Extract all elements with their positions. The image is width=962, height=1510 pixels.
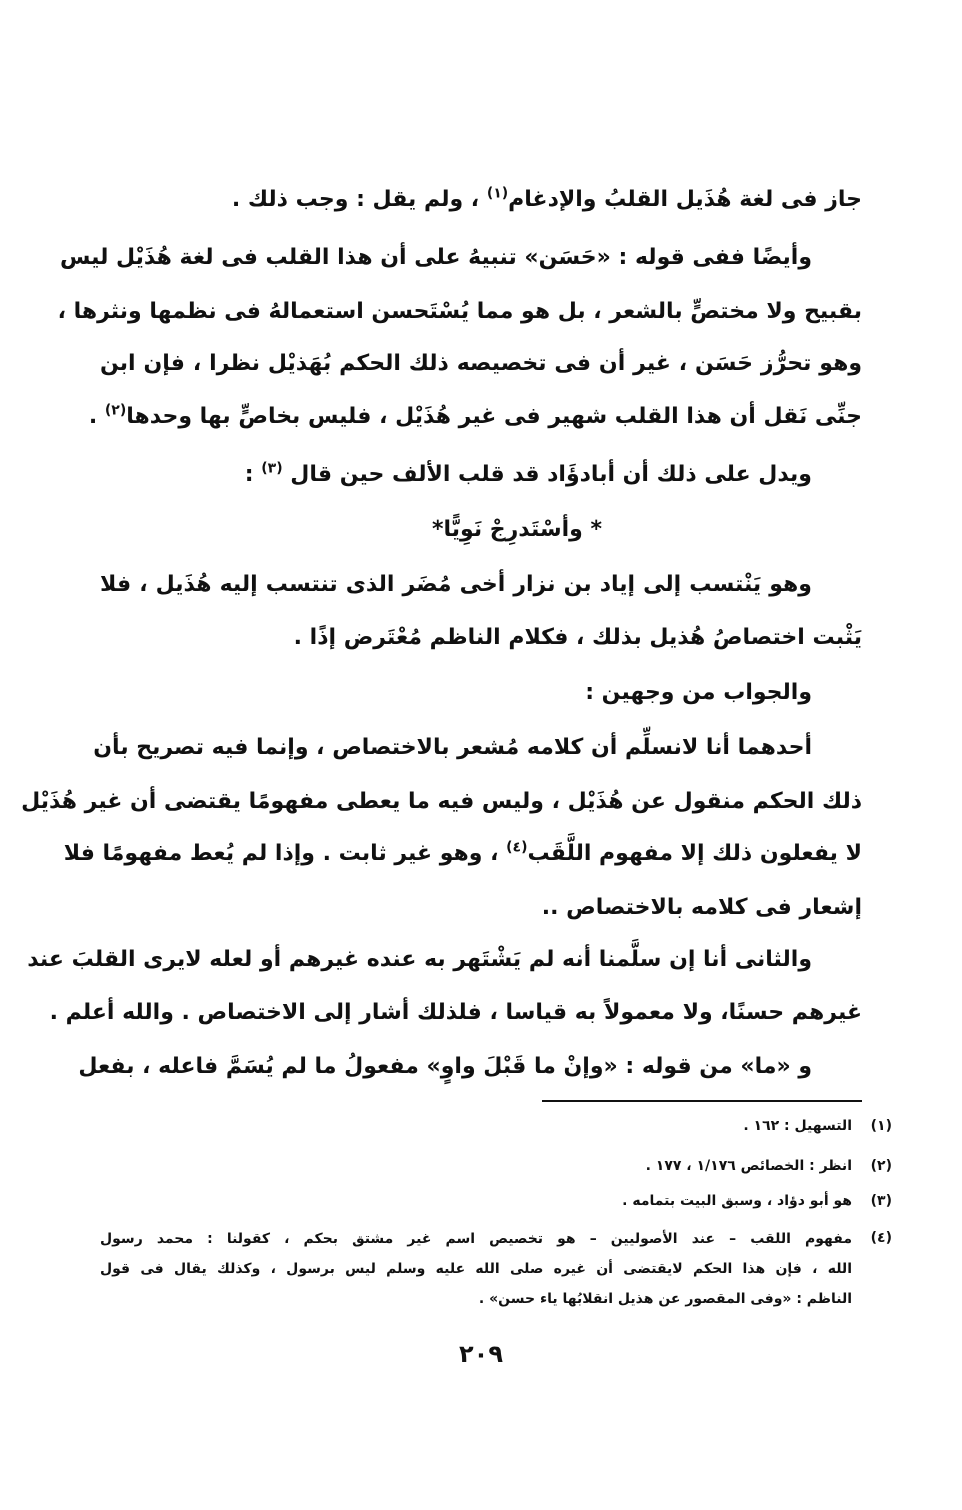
line-tail: : (244, 462, 262, 487)
page-number: ٢٠٩ (459, 1340, 503, 1368)
footnote-text: هو أبو دؤاد ، وسبق البيت بتمامه . (622, 1193, 852, 1209)
footnote-text: انظر : الخصائص ١/١٧٦ ، ١٧٧ . (645, 1158, 852, 1174)
footnote-line: الله ، فإن هذا الحكم لايقتضى أن غيره صلى الله عليه وسلم ليس برسول ، وكذلك يقال فى قول (100, 1261, 852, 1277)
body-line-11: ذلك الحكم منقول عن هُذَيْل ، وليس فيه ما يعطى مفهومًا يقتضى أن غير هُذَيْل (21, 789, 862, 814)
line-text: جاز فى لغة هُذَيل القلبُ والإدغام (508, 187, 862, 212)
body-line-8: يَثْبت اختصاصُ هُذيل بذلك ، فكلام الناظم مُعْتَرض إذًا . (293, 625, 862, 650)
footnote-number: (١) (870, 1118, 892, 1134)
footnote-line: مفهوم اللقب – عند الأصوليين – هو تخصيص اسم غير مشتق بحكم ، كقولنا : محمد رسول (100, 1231, 852, 1247)
footnote-ref-1[interactable]: (١) (486, 185, 509, 202)
line-tail: . (88, 404, 105, 429)
footnote-number: (٤) (870, 1230, 892, 1246)
line-tail: ، وهو غير ثابت . وإذا لم يُعط مفهومًا فلا (63, 841, 507, 866)
footnote-text: التسهيل : ١٦٢ . (743, 1118, 852, 1134)
body-line-5 (88, 397, 862, 437)
footnote-ref-4[interactable]: (٤) (506, 839, 528, 856)
body-line-7: وهو يَنْتسب إلى إياد بن نزار أخى مُضَر الذى تنتسب إليه هُذَيل ، فلا (100, 572, 812, 597)
line-text: ويدل على ذلك أن أبادؤَاد قد قلب الألف حين قال (290, 462, 812, 487)
body-line-1 (100, 180, 862, 220)
body-line-14: والثانى أنا إن سلَّمنا أنه لم يَشْتَهر به عنده غيرهم أو لعله لايرى القلبَ عند (27, 947, 812, 972)
footnote-number: (٢) (870, 1158, 892, 1174)
footnote-ref-3[interactable]: (٣) (261, 460, 283, 477)
line-tail: ، ولم يقل : وجب ذلك . (231, 187, 487, 212)
body-line-10: أحدهما أنا لانسلِّم أن كلامه مُشعر بالاختصاص ، وإنما فيه تصريح بأن (93, 735, 812, 760)
body-line-2: وأيضًا ففى قوله : «حَسَن» تنبيهُ على أن هذا القلب فى لغة هُذَيْل ليس (60, 245, 812, 270)
footnote-separator (542, 1100, 862, 1102)
body-line-6 (100, 455, 812, 495)
footnote-text (100, 1224, 852, 1314)
footnote-number: (٣) (870, 1193, 892, 1209)
verse-line: * وأسْتَدرِجْ نَوِيًّا* (432, 517, 602, 542)
body-line-16: و «ما» من قوله : «وإنْ ما قَبْلَ واوٍ» مفعولُ ما لم يُسَمَّ فاعله ، بفعل (78, 1054, 812, 1079)
footnote-line: الناظم : «وفى المقصور عن هذيل انقلابُها ياء حسن» . (478, 1291, 852, 1307)
line-text: لا يفعلون ذلك إلا مفهوم اللَّقَب (527, 841, 862, 866)
body-line-3: بقبيح ولا مختصٍّ بالشعر ، بل هو مما يُسْتَحسن استعمالهُ فى نظمها ونثرها ، (57, 299, 862, 324)
body-line-15: غيرهم حسنًا، ولا معمولاً به قياسا ، فلذلك أشار إلى الاختصاص . والله أعلم . (49, 1000, 862, 1025)
body-line-9: والجواب من وجهين : (585, 680, 812, 705)
body-line-12 (63, 834, 862, 874)
body-line-4: وهو تحرُّز حَسَن ، غير أن فى تخصيصه ذلك الحكم بُهَذيْل نظرا ، فإن ابن (100, 351, 862, 376)
footnote-ref-2[interactable]: (٢) (104, 402, 127, 419)
line-text: جنِّى نَقل أن هذا القلب شهير فى غير هُذَيْل ، فليس بخاصٍّ بها وحدها (126, 404, 862, 429)
body-line-13: إشعار فى كلامه بالاختصاص .. (541, 895, 862, 920)
